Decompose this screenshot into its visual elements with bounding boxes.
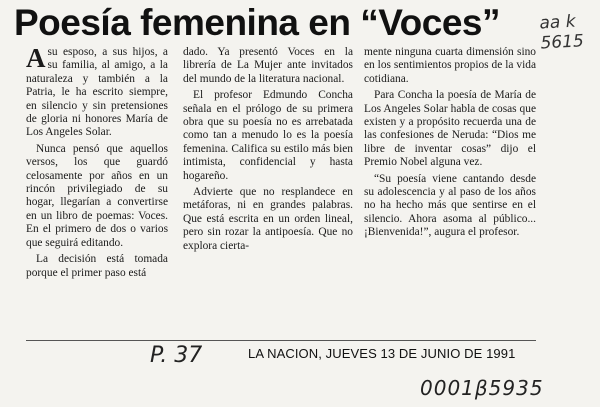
article-column-1 bbox=[26, 43, 168, 283]
article-column-2 bbox=[183, 46, 353, 256]
handwritten-code-line-1: aa k bbox=[538, 11, 577, 34]
publication-dateline: LA NACION, JUEVES 13 DE JUNIO DE 1991 bbox=[248, 346, 516, 361]
paragraph: El profesor Edmundo Concha señala en el prólogo de su primera obra que su poesía no es arrebatada como tan a menudo lo es la poesía femenina. Califica su estilo más bien intimista, confidencial y hasta hogareño. bbox=[183, 89, 353, 182]
drop-cap: A bbox=[26, 43, 46, 73]
paragraph: “Su poesía viene cantando desde su adolescencia y al paso de los años no ha hecho más que sentirse en el silencio. Ahora asoma al público... ¡Bienvenida!”, augura el profesor. bbox=[364, 172, 536, 239]
paragraph bbox=[26, 43, 168, 140]
paragraph: Nunca pensó que aquellos versos, los que guardó celosamente por años en un rincón privilegiado de su hogar, llegarían a convertirse en un libro de poemas: Voces. En el primero de dos o varios que seguirá editando. bbox=[26, 142, 168, 249]
handwritten-archive-id: 0001β5935 bbox=[420, 376, 544, 400]
headline: Poesía femenina en “Voces” bbox=[14, 2, 501, 43]
handwritten-page-number: P. 37 bbox=[150, 343, 203, 368]
paragraph: mente ninguna cuarta dimensión sino en los sentimientos propios de la vida cotidiana. bbox=[364, 46, 536, 85]
paragraph: La decisión está tomada porque el primer paso está bbox=[26, 253, 168, 279]
paragraph-text: su esposo, a sus hijos, a su familia, al amigo, a la naturaleza y también a la Patria, le ha escrito siempre, en silencio y sin pretensiones de gloria ni honores María de Los Angeles Solar. bbox=[26, 46, 168, 139]
handwritten-archive-code bbox=[539, 11, 599, 54]
article-column-3 bbox=[364, 46, 536, 243]
paragraph: Para Concha la poesía de María de Los Angeles Solar habla de cosas que existen y a propósito recuerda una de las confesiones de Neruda: “Dios me libre de inventar cosas” dijo el Premio Nobel alguna vez. bbox=[364, 89, 536, 169]
paragraph: Advierte que no resplandece en metáforas, ni en grandes palabras. Que está escrita en un orden lineal, pero sin rozar la antipoesía. Que no explora cierta- bbox=[183, 186, 353, 252]
footer-rule bbox=[26, 340, 536, 341]
paragraph: dado. Ya presentó Voces en la librería de La Mujer ante invitados del mundo de la literatura nacional. bbox=[183, 46, 353, 85]
handwritten-code-line-2: 5615 bbox=[540, 31, 585, 54]
